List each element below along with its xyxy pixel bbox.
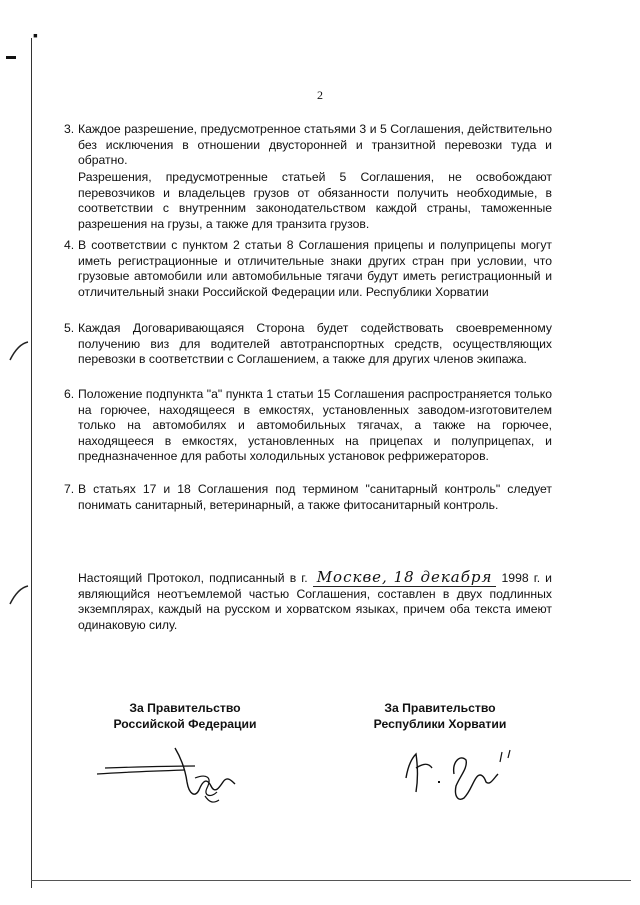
- signatory-russia-line2: Российской Федерации: [113, 717, 257, 731]
- handwritten-place-date: Москве, 18 декабря: [313, 570, 497, 587]
- corner-mark: ▪: [33, 27, 38, 43]
- signatory-croatia-line1: За Правительство: [384, 701, 496, 715]
- page-bottom-border: [31, 880, 631, 881]
- item-text: В соответствии с пунктом 2 статьи 8 Соглашения прицепы и полуприцепы могут иметь регистрационные и отличительные знаки других стран при условии, что грузовые автомобили или автомобильные тягачи будут иметь регистрационный и отличительный знаки Российской Федерации или. Республики Хорватии: [78, 238, 552, 299]
- closing-text-before: Настоящий Протокол, подписанный в г.: [78, 571, 308, 585]
- list-item: [64, 321, 552, 368]
- signature-russia: [95, 738, 255, 808]
- binder-hole-mark-lower: [8, 584, 30, 606]
- closing-paragraph: [78, 570, 552, 633]
- item-number: 4.: [64, 238, 75, 252]
- item-text: Каждое разрешение, предусмотренное статьями 3 и 5 Соглашения, действительно без исключения в отношении двусторонней и транзитной перевозки туда и обратно.: [78, 122, 552, 168]
- signatory-croatia: [345, 700, 535, 732]
- edge-mark: ▬: [6, 51, 16, 62]
- item-number: 6.: [64, 387, 75, 401]
- item-number: 3.: [64, 122, 75, 136]
- item-number: 7.: [64, 482, 75, 496]
- page-number: 2: [317, 88, 323, 102]
- signatory-russia: [90, 700, 280, 732]
- signature-croatia: [402, 738, 522, 808]
- signatory-russia-line1: За Правительство: [129, 701, 241, 715]
- page-left-border: [31, 38, 32, 888]
- binder-hole-mark-upper: [8, 340, 30, 362]
- item-text: Положение подпункта "а" пункта 1 статьи 15 Соглашения распространяется только на горючее, находящееся в емкостях, установленных заводом-изготовителем только на автомобилях и автомобильных тягачах, а также на горючее, находящееся в емкостях, установленных на прицепах и полуприцепах, и предназначенное для работы холодильных установок рефрижераторов.: [78, 387, 552, 464]
- list-item: [64, 387, 552, 465]
- item-text: Каждая Договаривающаяся Сторона будет содействовать своевременному получению виз для водителей автотранспортных средств, осуществляющих перевозки в соответствии с Соглашением, а также для других членов экипажа.: [78, 321, 552, 367]
- item-text: В статьях 17 и 18 Соглашения под термином "санитарный контроль" следует понимать санитарный, ветеринарный, а также фитосанитарный контроль.: [78, 482, 552, 512]
- list-item: [64, 122, 552, 169]
- item-number: 5.: [64, 321, 75, 335]
- item-3-paragraph: Разрешения, предусмотренные статьей 5 Соглашения, не освобождают перевозчиков и владельцев грузов от обязанности получить необходимые, в соответствии с внутренним законодательством каждой страны, таможенные разрешения на грузы, а также для транзита грузов.: [78, 170, 552, 231]
- closing-text-after: 1998 г. и являющийся неотъемлемой частью Соглашения, составлен в двух подлинных экземплярах, каждый на русском и хорватском языках, причем оба текста имеют одинаковую силу.: [78, 571, 552, 632]
- list-item: [64, 482, 552, 513]
- signatory-croatia-line2: Республики Хорватии: [373, 717, 507, 731]
- list-item: [64, 238, 552, 300]
